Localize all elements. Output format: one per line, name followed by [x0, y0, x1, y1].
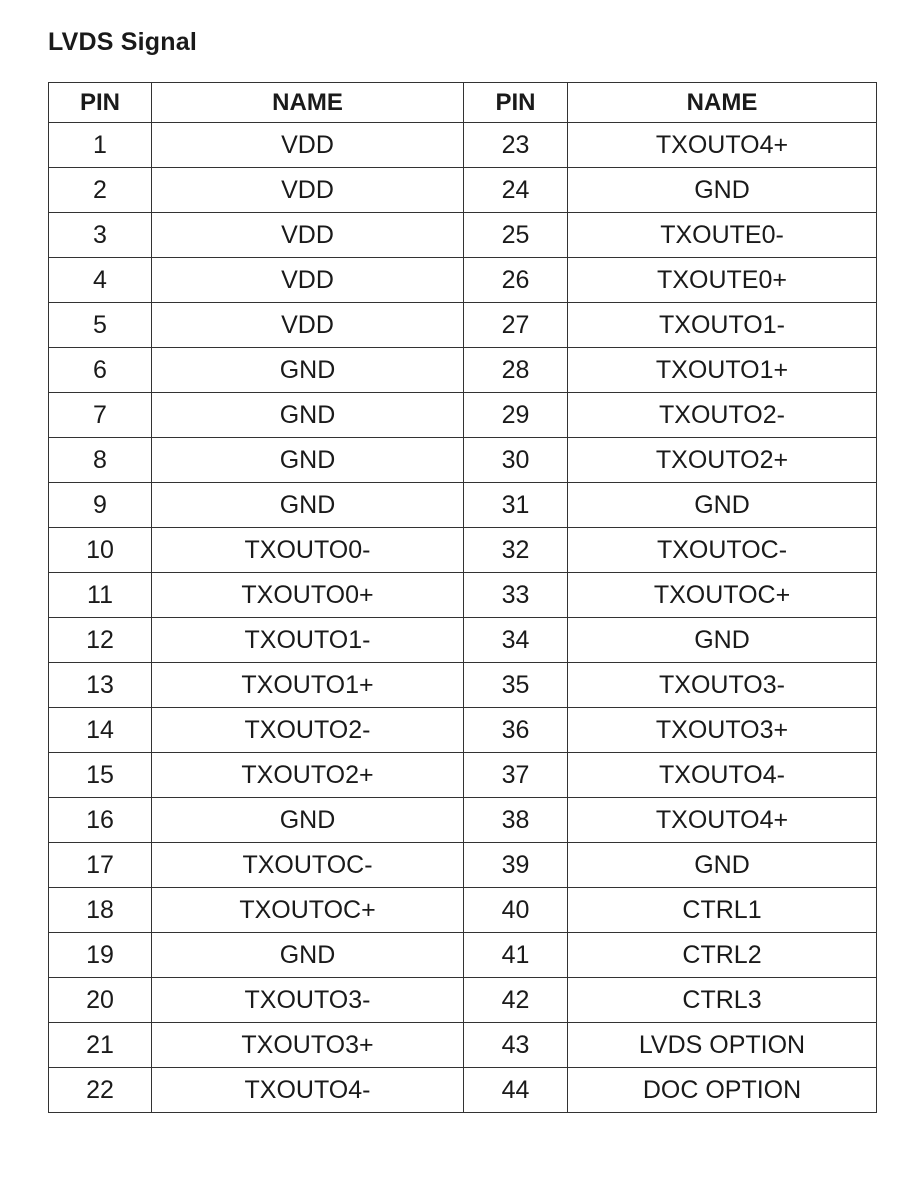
- pin-number-cell: 21: [49, 1023, 152, 1068]
- signal-name-cell: TXOUTO4-: [568, 753, 877, 798]
- table-row: [49, 123, 877, 168]
- pin-number-cell: 40: [464, 888, 568, 933]
- table-row: [49, 483, 877, 528]
- signal-name-cell: VDD: [152, 168, 464, 213]
- signal-name-cell: GND: [152, 933, 464, 978]
- signal-name-cell: TXOUTO1-: [568, 303, 877, 348]
- signal-name-cell: TXOUTO1-: [152, 618, 464, 663]
- column-header-name: NAME: [568, 83, 877, 123]
- pin-number-cell: 5: [49, 303, 152, 348]
- signal-name-cell: TXOUTO2+: [152, 753, 464, 798]
- signal-name-cell: TXOUTO2+: [568, 438, 877, 483]
- pin-number-cell: 3: [49, 213, 152, 258]
- signal-name-cell: TXOUTO4-: [152, 1068, 464, 1113]
- table-row: [49, 978, 877, 1023]
- table-row: [49, 168, 877, 213]
- signal-name-cell: TXOUTOC-: [152, 843, 464, 888]
- signal-name-cell: TXOUTO4+: [568, 123, 877, 168]
- pin-number-cell: 30: [464, 438, 568, 483]
- signal-name-cell: GND: [568, 843, 877, 888]
- column-header-pin: PIN: [464, 83, 568, 123]
- signal-name-cell: TXOUTE0+: [568, 258, 877, 303]
- signal-name-cell: GND: [152, 393, 464, 438]
- pin-number-cell: 42: [464, 978, 568, 1023]
- pin-number-cell: 31: [464, 483, 568, 528]
- table-row: [49, 213, 877, 258]
- pin-number-cell: 17: [49, 843, 152, 888]
- pin-number-cell: 26: [464, 258, 568, 303]
- column-header-name: NAME: [152, 83, 464, 123]
- signal-name-cell: TXOUTO0-: [152, 528, 464, 573]
- signal-name-cell: TXOUTO1+: [152, 663, 464, 708]
- pin-table: [48, 82, 877, 1113]
- table-row: [49, 573, 877, 618]
- signal-name-cell: GND: [152, 438, 464, 483]
- pin-number-cell: 41: [464, 933, 568, 978]
- table-row: [49, 888, 877, 933]
- signal-name-cell: TXOUTOC+: [152, 888, 464, 933]
- table-row: [49, 348, 877, 393]
- signal-name-cell: DOC OPTION: [568, 1068, 877, 1113]
- signal-name-cell: LVDS OPTION: [568, 1023, 877, 1068]
- signal-name-cell: TXOUTOC+: [568, 573, 877, 618]
- pin-number-cell: 18: [49, 888, 152, 933]
- pin-number-cell: 28: [464, 348, 568, 393]
- table-row: [49, 663, 877, 708]
- pin-number-cell: 6: [49, 348, 152, 393]
- pin-number-cell: 39: [464, 843, 568, 888]
- signal-name-cell: TXOUTO2-: [568, 393, 877, 438]
- signal-name-cell: GND: [568, 168, 877, 213]
- pin-number-cell: 35: [464, 663, 568, 708]
- signal-name-cell: VDD: [152, 213, 464, 258]
- signal-name-cell: TXOUTO2-: [152, 708, 464, 753]
- table-body: [49, 123, 877, 1113]
- table-row: [49, 1068, 877, 1113]
- pin-number-cell: 14: [49, 708, 152, 753]
- column-header-pin: PIN: [49, 83, 152, 123]
- pin-number-cell: 2: [49, 168, 152, 213]
- pin-number-cell: 43: [464, 1023, 568, 1068]
- pin-number-cell: 32: [464, 528, 568, 573]
- pin-number-cell: 4: [49, 258, 152, 303]
- pin-number-cell: 24: [464, 168, 568, 213]
- signal-name-cell: TXOUTO3+: [568, 708, 877, 753]
- signal-name-cell: CTRL3: [568, 978, 877, 1023]
- pin-number-cell: 38: [464, 798, 568, 843]
- pin-number-cell: 33: [464, 573, 568, 618]
- pin-number-cell: 29: [464, 393, 568, 438]
- pin-number-cell: 7: [49, 393, 152, 438]
- pin-number-cell: 11: [49, 573, 152, 618]
- signal-name-cell: GND: [152, 348, 464, 393]
- pin-number-cell: 1: [49, 123, 152, 168]
- table-row: [49, 438, 877, 483]
- pin-number-cell: 23: [464, 123, 568, 168]
- signal-name-cell: VDD: [152, 258, 464, 303]
- signal-name-cell: GND: [568, 618, 877, 663]
- signal-name-cell: TXOUTO3-: [568, 663, 877, 708]
- pin-number-cell: 44: [464, 1068, 568, 1113]
- table-row: [49, 1023, 877, 1068]
- pin-number-cell: 15: [49, 753, 152, 798]
- signal-name-cell: CTRL2: [568, 933, 877, 978]
- pin-number-cell: 19: [49, 933, 152, 978]
- pin-number-cell: 20: [49, 978, 152, 1023]
- pin-number-cell: 37: [464, 753, 568, 798]
- table-row: [49, 798, 877, 843]
- pin-number-cell: 10: [49, 528, 152, 573]
- signal-name-cell: GND: [568, 483, 877, 528]
- table-row: [49, 258, 877, 303]
- signal-name-cell: TXOUTO3+: [152, 1023, 464, 1068]
- signal-name-cell: TXOUTO4+: [568, 798, 877, 843]
- page-title: LVDS Signal: [48, 28, 197, 56]
- pin-number-cell: 16: [49, 798, 152, 843]
- table-row: [49, 618, 877, 663]
- table-row: [49, 708, 877, 753]
- table-row: [49, 933, 877, 978]
- signal-name-cell: TXOUTE0-: [568, 213, 877, 258]
- pin-number-cell: 13: [49, 663, 152, 708]
- signal-name-cell: GND: [152, 483, 464, 528]
- pin-number-cell: 12: [49, 618, 152, 663]
- table-header-row: [49, 83, 877, 123]
- signal-name-cell: VDD: [152, 303, 464, 348]
- pin-number-cell: 27: [464, 303, 568, 348]
- signal-name-cell: TXOUTO0+: [152, 573, 464, 618]
- table-row: [49, 528, 877, 573]
- signal-name-cell: GND: [152, 798, 464, 843]
- pin-number-cell: 9: [49, 483, 152, 528]
- table-row: [49, 303, 877, 348]
- pin-number-cell: 34: [464, 618, 568, 663]
- signal-name-cell: TXOUTO3-: [152, 978, 464, 1023]
- pin-number-cell: 22: [49, 1068, 152, 1113]
- pin-number-cell: 36: [464, 708, 568, 753]
- signal-name-cell: CTRL1: [568, 888, 877, 933]
- signal-name-cell: TXOUTO1+: [568, 348, 877, 393]
- table-row: [49, 393, 877, 438]
- pin-number-cell: 8: [49, 438, 152, 483]
- table-row: [49, 753, 877, 798]
- pin-number-cell: 25: [464, 213, 568, 258]
- table-row: [49, 843, 877, 888]
- signal-name-cell: VDD: [152, 123, 464, 168]
- signal-name-cell: TXOUTOC-: [568, 528, 877, 573]
